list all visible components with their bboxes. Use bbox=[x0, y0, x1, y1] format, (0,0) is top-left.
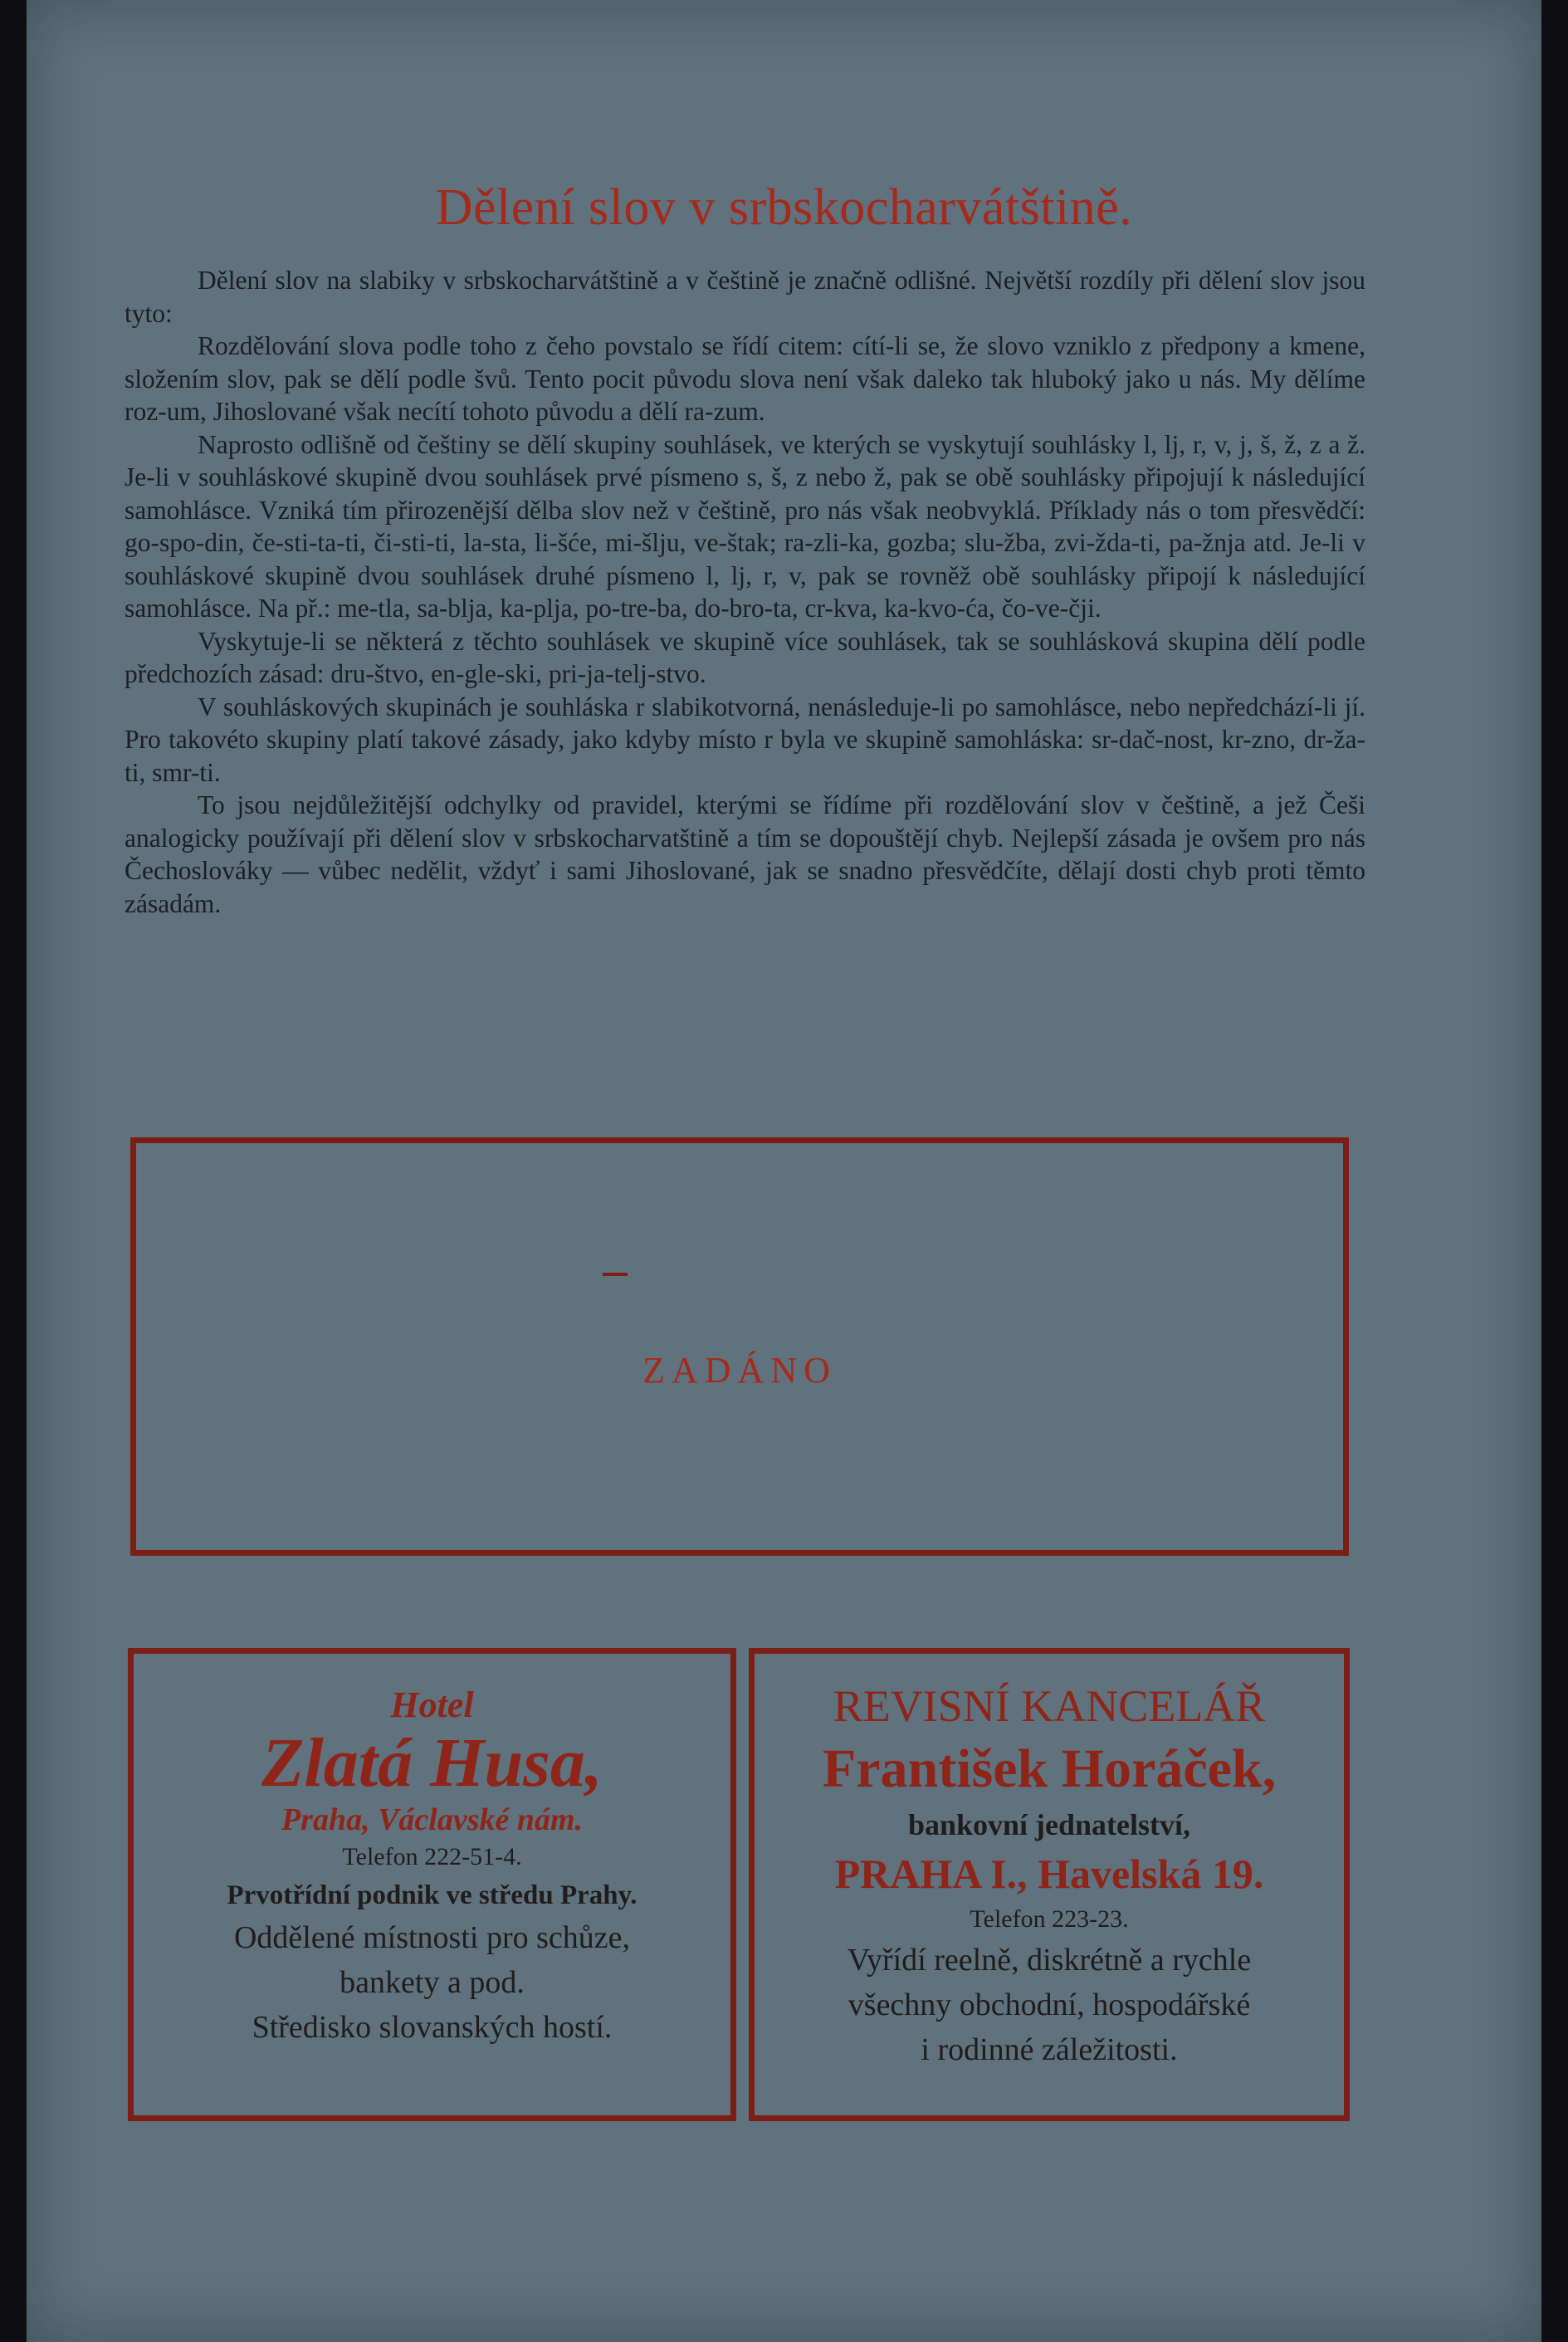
office-heading: REVISNÍ KANCELÁŘ bbox=[833, 1681, 1266, 1731]
paragraph-conclusion: To jsou nejdůležitější odchylky od pravidel, kterými se řídíme při rozdělování slov v češtině, a jež Češi analogicky používají při dělení slov v srbskocharvatštině a tím se dopouštějí chyb. Nejlepší zásada je ovšem pro nás Čechoslováky — vůbec nedělit, vždyť i sami Jihoslované, jak se snadno přesvědčíte, dělají dosti chyb proti těmto zásadám. bbox=[125, 790, 1365, 918]
hotel-address: Praha, Václavské nám. bbox=[281, 1802, 584, 1837]
office-phone: Telefon 223-23. bbox=[970, 1905, 1129, 1933]
decorative-dash bbox=[603, 1273, 628, 1276]
office-body-line: všechny obchodní, hospodářské bbox=[848, 1988, 1251, 2022]
paragraph-word-origin: Rozdělování slova podle toho z čeho povstalo se řídí citem: cítí-li se, že slovo vzniklo z předpony a kmene, složením slov, pak se dělí podle švů. Tento pocit původu slova není však daleko tak hluboký jako u nás. My dělíme roz-um, Jihoslované však necítí tohoto původu a dělí ra-zum. bbox=[125, 331, 1365, 426]
office-body-line: Vyřídí reelně, diskrétně a rychle bbox=[847, 1943, 1252, 1978]
article-body bbox=[125, 264, 1365, 920]
hotel-tagline: Prvotřídní podnik ve středu Prahy. bbox=[227, 1880, 637, 1910]
reserved-label: ZADÁNO bbox=[642, 1350, 837, 1391]
office-address: PRAHA I., Havelská 19. bbox=[834, 1851, 1264, 1897]
hotel-phone: Telefon 222-51-4. bbox=[342, 1843, 522, 1870]
hotel-body-line: Oddělené místnosti pro schůze, bbox=[233, 1920, 630, 1955]
hotel-body-line: bankety a pod. bbox=[339, 1965, 525, 2000]
paragraph-consonant-groups: Naprosto odlišně od češtiny se dělí skupiny souhlásek, ve kterých se vyskytují souhlásky l, lj, r, v, j, š, ž, z a ž. Je-li v souhláskové skupině dvou souhlásek prvé písmeno s, š, z nebo ž, pak se obě souhlásky připojují k následující samohlásce. Vzniká tím přirozenější dělba slov než v češtině, pro nás však neobvyklá. Příklady nás o tom přesvědčí: go-spo-din, če-sti-ta-ti, či-sti-ti, la-sta, li-šće, mi-šlju, ve-štak; ra-zli-ka, gozba; slu-žba, zvi-žda-ti, pa-žnja atd. Je-li v souhláskové skupině dvou souhlásek druhé písmeno l, lj, r, v, pak se rovněž obě souhlásky připojí k následující samohlásce. Na př.: me-tla, sa-blja, ka-plja, po-tre-ba, do-bro-ta, cr-kva, ka-kvo-ća, čo-ve-čji. bbox=[125, 429, 1365, 623]
paragraph-multi-consonant: Vyskytuje-li se některá z těchto souhlásek ve skupině více souhlásek, tak se souhlásková skupina dělí podle předchozích zásad: dru-štvo, en-gle-ski, pri-ja-telj-stvo. bbox=[125, 626, 1365, 688]
paragraph-syllabic-r: V souhláskových skupinách je souhláska r slabikotvorná, nenásleduje-li po samohlásce, nebo nepředchází-li jí. Pro takovéto skupiny platí takové zásady, jako kdyby místo r byla ve skupině samohláska: sr-dač-nost, kr-zno, dr-ža-ti, smr-ti. bbox=[125, 692, 1365, 787]
hotel-body-line: Středisko slovanských hostí. bbox=[252, 2010, 613, 2045]
office-body-line: i rodinné záležitosti. bbox=[921, 2032, 1178, 2067]
reserved-ad-box bbox=[130, 1137, 1349, 1556]
office-advertisement bbox=[749, 1648, 1350, 2121]
hotel-name: Zlatá Husa, bbox=[261, 1724, 603, 1802]
page-title: Dělení slov v srbskocharvátštině. bbox=[435, 179, 1133, 236]
office-subtitle: bankovní jednatelství, bbox=[907, 1808, 1191, 1841]
document-page bbox=[27, 0, 1541, 2342]
paragraph-intro: Dělení slov na slabiky v srbskocharvátštině a v češtině je značně odlišné. Největší rozdíly při dělení slov jsou tyto: bbox=[125, 266, 1365, 328]
hotel-heading: Hotel bbox=[390, 1684, 474, 1725]
office-owner-name: František Horáček, bbox=[822, 1738, 1277, 1799]
hotel-advertisement bbox=[128, 1648, 736, 2121]
